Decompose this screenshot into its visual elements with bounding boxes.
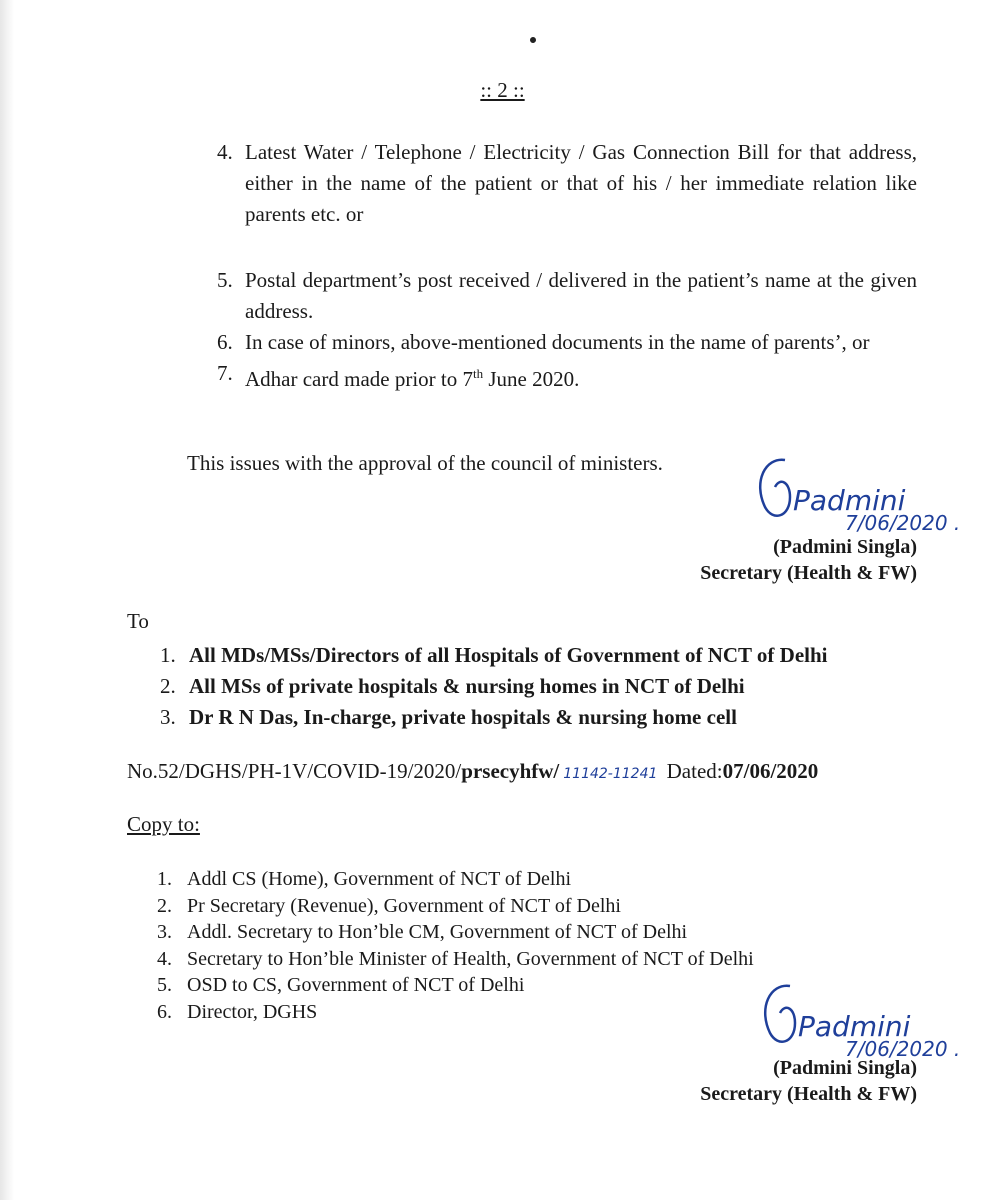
signature-date: 7/06/2020 . (845, 1037, 961, 1061)
copy-item (157, 999, 754, 1026)
item-number: 4. (157, 947, 172, 970)
signatory-name: (Padmini Singla) (773, 536, 917, 558)
signature-name-script: Padmini (793, 484, 906, 517)
signatory-title: Secretary (Health & FW) (700, 562, 917, 584)
item-number: 2. (157, 894, 172, 917)
item-number: 1. (160, 643, 176, 667)
item-text: All MSs of private hospitals & nursing homes in NCT of Delhi (189, 674, 745, 698)
item-number: 4. (217, 140, 233, 164)
copy-item (157, 946, 754, 973)
item-text: Addl CS (Home), Government of NCT of Delhi (187, 868, 572, 890)
list-item (217, 327, 917, 358)
item-text: Pr Secretary (Revenue), Government of NCT of Delhi (187, 894, 621, 917)
item-text (245, 358, 917, 395)
copy-item (157, 972, 754, 999)
list-item (217, 137, 917, 230)
signatory-title: Secretary (Health & FW) (700, 1083, 917, 1105)
copy-to-label: Copy to: (127, 812, 200, 836)
list-item (217, 265, 917, 327)
list-item (217, 358, 917, 395)
copy-item (157, 893, 754, 920)
recipients-list (160, 640, 828, 733)
to-label: To (127, 609, 149, 633)
reference-handwritten-range: 11142-11241 (563, 766, 658, 782)
signature-name-script: Padmini (798, 1010, 911, 1043)
item-text-post: June 2020. (483, 367, 580, 391)
signature-date: 7/06/2020 . (845, 511, 961, 535)
requirements-list-part1 (217, 137, 917, 230)
recipient-item (160, 702, 828, 733)
item-text: Postal department’s post received / delivered in the patient’s name at the given address. (245, 268, 917, 323)
item-number: 6. (157, 1000, 172, 1023)
recipient-item (160, 640, 828, 671)
scan-mark (529, 36, 537, 44)
item-text: Secretary to Hon’ble Minister of Health, Government of NCT of Delhi (187, 947, 754, 970)
item-text: All MDs/MSs/Directors of all Hospitals of Government of NCT of Delhi (189, 643, 828, 667)
item-number: 6. (217, 330, 233, 354)
item-text: In case of minors, above-mentioned documents in the name of parents’, or (245, 330, 870, 354)
recipient-item (160, 671, 828, 702)
item-number: 5. (157, 974, 172, 996)
approval-statement: This issues with the approval of the council of ministers. (187, 451, 663, 475)
scan-edge-shadow (0, 0, 14, 1200)
item-number: 5. (217, 268, 233, 292)
item-text: Addl. Secretary to Hon’ble CM, Government of NCT of Delhi (187, 921, 688, 943)
copy-item (157, 919, 754, 946)
item-text: Latest Water / Telephone / Electricity / Gas Connection Bill for that address, either in the name of the patient or that of his / her immediate relation like parents etc. or (245, 140, 917, 226)
item-number: 3. (157, 921, 172, 943)
copy-item (157, 866, 754, 893)
item-text: Dr R N Das, In-charge, private hospitals & nursing home cell (189, 705, 737, 729)
item-number: 2. (160, 674, 176, 698)
item-text: OSD to CS, Government of NCT of Delhi (187, 974, 525, 996)
item-text-pre: Adhar card made prior to 7 (245, 367, 473, 391)
item-number: 7. (217, 361, 233, 385)
copy-list (157, 866, 754, 1025)
reference-office: prsecyhfw/ (461, 759, 560, 783)
superscript: th (473, 366, 484, 381)
item-text: Director, DGHS (187, 1000, 318, 1023)
signatory-name: (Padmini Singla) (773, 1057, 917, 1079)
reference-number: No.52/DGHS/PH-1V/COVID-19/2020/ (127, 759, 462, 783)
requirements-list-part2 (217, 265, 917, 395)
reference-date: 07/06/2020 (722, 759, 819, 783)
item-number: 3. (160, 705, 176, 729)
item-number: 1. (157, 868, 172, 890)
page-number: :: 2 :: (480, 78, 525, 102)
dated-label: Dated: (661, 759, 723, 783)
reference-line (127, 759, 818, 784)
